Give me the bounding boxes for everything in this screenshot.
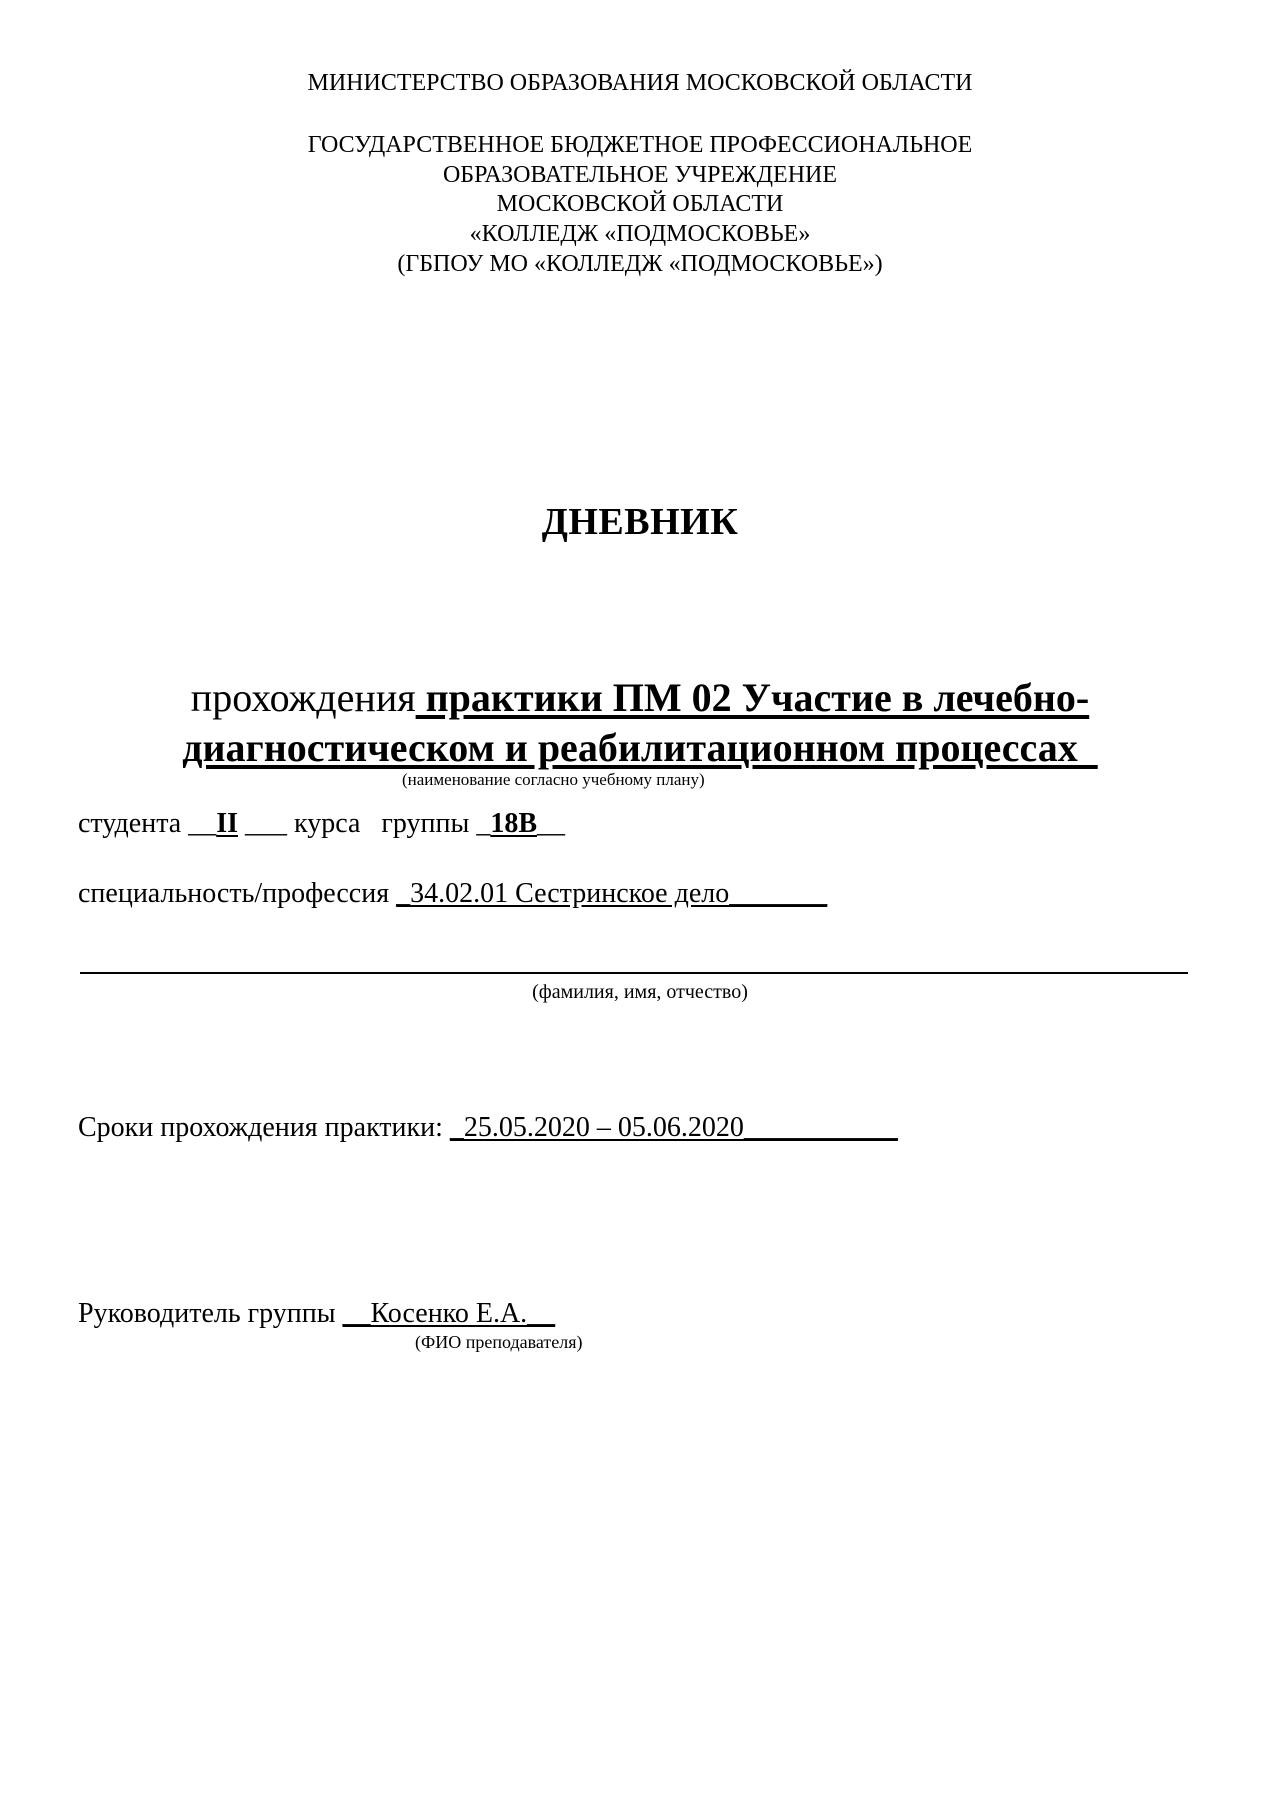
student-label: студента [78, 808, 189, 839]
group-pre: _ [476, 808, 491, 839]
purpose-lead: прохождения [190, 675, 416, 720]
practice-purpose-line-1 [0, 673, 1280, 723]
specialty-label: специальность/профессия [78, 878, 397, 909]
institution-line-2: ОБРАЗОВАТЕЛЬНОЕ УЧРЕЖДЕНИЕ [442, 162, 838, 188]
institution-line-4: «КОЛЛЕДЖ «ПОДМОСКОВЬЕ» [469, 221, 811, 247]
institution-line-3: МОСКОВСКОЙ ОБЛАСТИ [496, 191, 784, 217]
supervisor-hint: (ФИО преподавателя) [415, 1332, 583, 1352]
dates-label: Сроки прохождения практики: [78, 1112, 450, 1143]
course-pre: __ [188, 808, 217, 839]
course-post: ___ [238, 808, 287, 839]
student-line [78, 808, 565, 840]
dates-line [78, 1112, 898, 1144]
group-post: __ [537, 808, 565, 839]
dates-value: _25.05.2020 – 05.06.2020___________ [449, 1112, 898, 1143]
institution-line-1: ГОСУДАРСТВЕННОЕ БЮДЖЕТНОЕ ПРОФЕССИОНАЛЬНОЕ [307, 132, 973, 158]
specialty-line [78, 878, 827, 910]
supervisor-line [78, 1298, 555, 1330]
supervisor-value: __Косенко Е.А.__ [342, 1298, 556, 1329]
course-label: курса группы [287, 808, 477, 839]
practice-name-part-2: диагностическом и реабилитационном процессах [182, 725, 1098, 770]
document-title: ДНЕВНИК [541, 501, 739, 543]
ministry-line: МИНИСТЕРСТВО ОБРАЗОВАНИЯ МОСКОВСКОЙ ОБЛАСТИ [307, 70, 973, 96]
fio-hint: (фамилия, имя, отчество) [532, 981, 748, 1003]
institution-line-5: (ГБПОУ МО «КОЛЛЕДЖ «ПОДМОСКОВЬЕ») [397, 251, 883, 277]
specialty-value: _34.02.01 Сестринское дело_______ [396, 878, 828, 909]
course-value: II [216, 808, 238, 839]
practice-name-hint: (наименование согласно учебному плану) [402, 770, 705, 789]
practice-name-part-1: практики ПМ 02 Участие в лечебно- [415, 675, 1090, 720]
fio-fill-line [80, 972, 1188, 974]
group-value: 18В [490, 808, 537, 839]
supervisor-label: Руководитель группы [78, 1298, 343, 1329]
practice-purpose-line-2 [0, 723, 1280, 773]
